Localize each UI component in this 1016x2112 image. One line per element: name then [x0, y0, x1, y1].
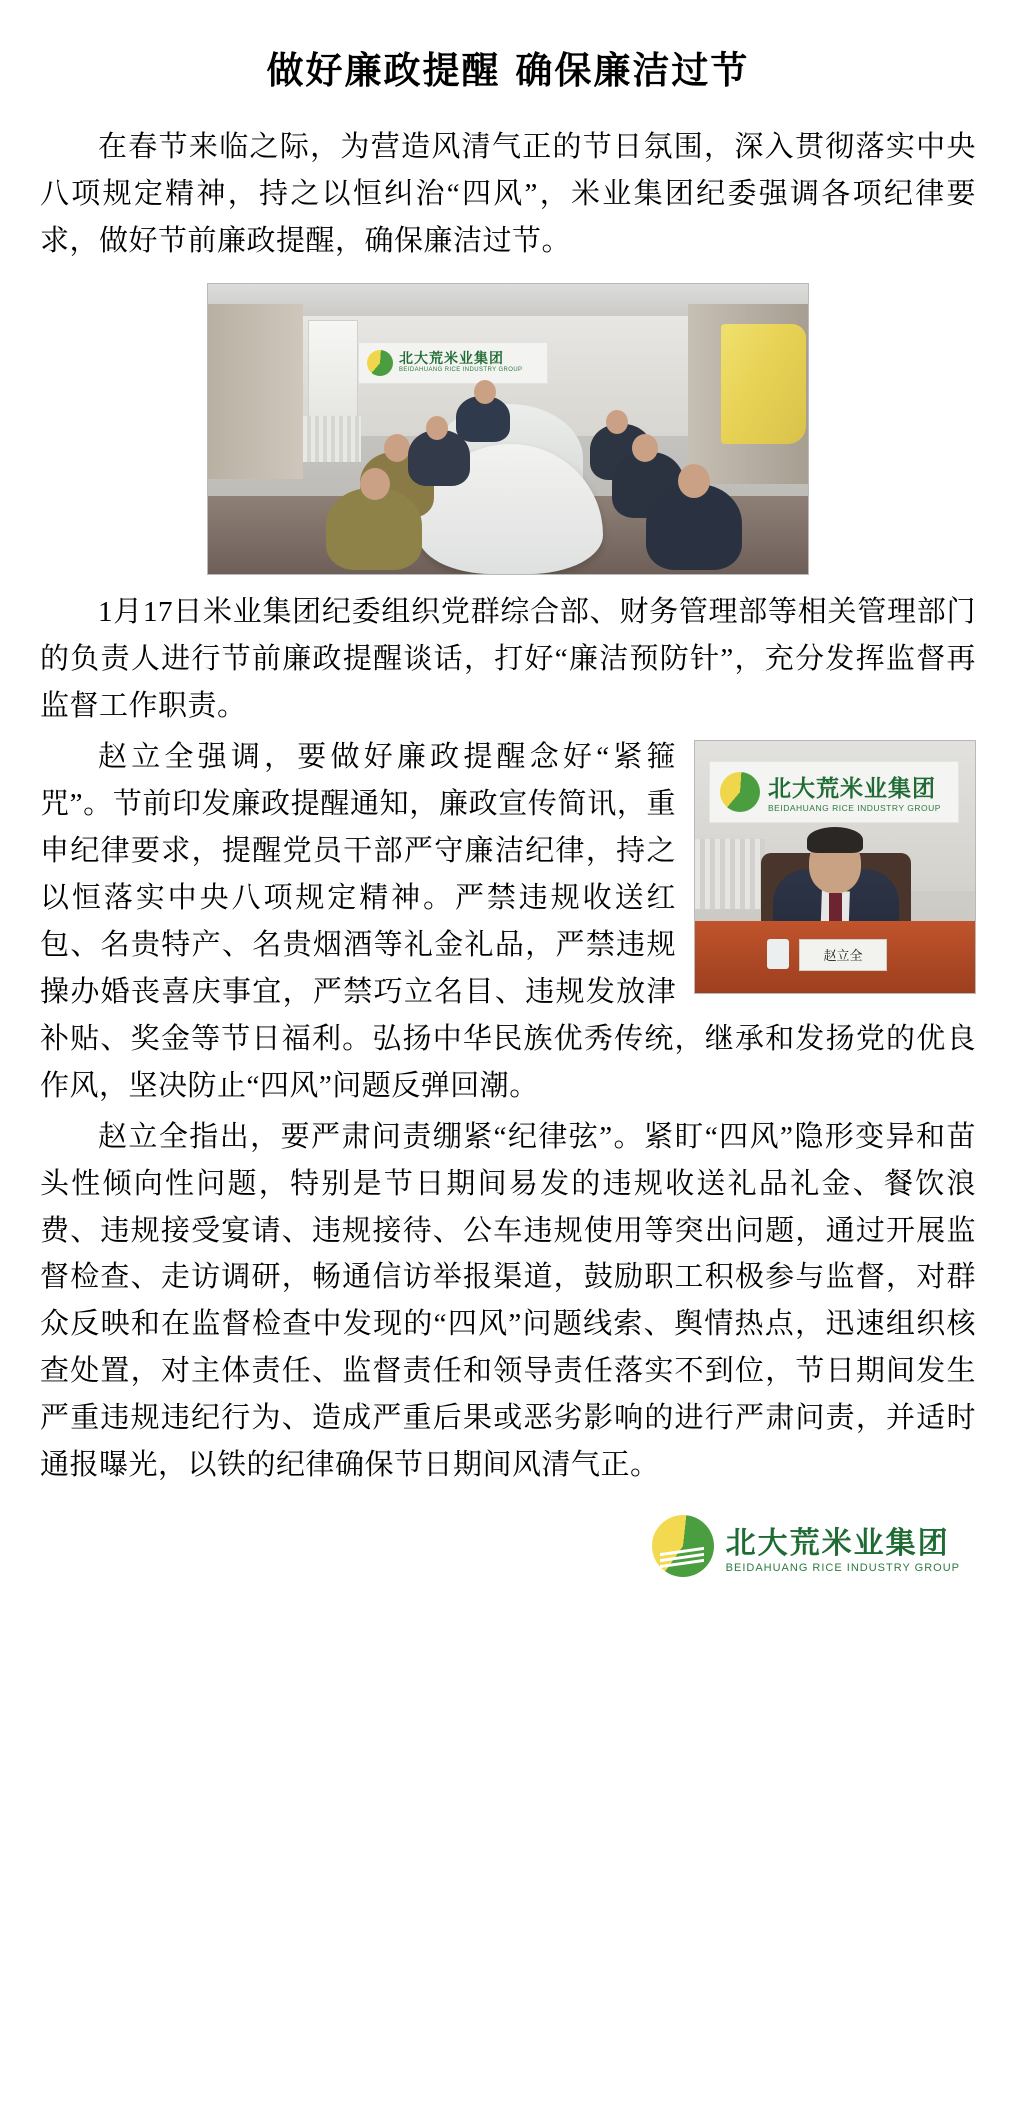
footer-logo [40, 1515, 976, 1577]
paragraph-4: 赵立全指出，要严肃问责绷紧“纪律弦”。紧盯“四风”隐形变异和苗头性倾向性问题，特别是节日期间易发的违规收送礼品礼金、餐饮浪费、违规接受宴请、违规接待、公车违规使用等突出问题，通过开展监督检查、走访调研，畅通信访举报渠道，鼓励职工积极参与监督，对群众反映和在监督检查中发现的“四风”问题线索、舆情热点，迅速组织核查处置，对主体责任、监督责任和领导责任落实不到位，节日期间发生严重违规违纪行为、造成严重后果或恶劣影响的进行严肃问责，并适时通报曝光，以铁的纪律确保节日期间风清气正。 [40, 1120, 976, 1482]
speaker-hair [807, 827, 863, 853]
portrait-photo [694, 740, 976, 994]
paragraph-1: 在春节来临之际，为营造风清气正的节日氛围，深入贯彻落实中央八项规定精神，持之以恒纠治“四风”，米业集团纪委强调各项纪律要求，做好节前廉政提醒，确保廉洁过节。 [40, 131, 976, 257]
wall-logo-board [358, 342, 548, 384]
person-head-7 [678, 464, 710, 498]
portrait-logo-name-cn: 北大荒米业集团 [768, 776, 936, 803]
water-cup [767, 939, 789, 969]
footer-logo-name-cn: 北大荒米业集团 [725, 1526, 950, 1562]
company-logo-icon [720, 772, 760, 812]
portrait-radiator [695, 839, 765, 909]
wall-logo-name-en: BEIDAHUANG RICE INDUSTRY GROUP [399, 367, 523, 374]
person-head-2 [384, 434, 410, 462]
person-head-1 [474, 380, 496, 404]
company-logo-icon [367, 350, 393, 376]
nameplate: 赵立全 [799, 939, 887, 971]
person-head-5 [606, 410, 628, 434]
wall-logo-name-cn: 北大荒米业集团 [399, 351, 504, 368]
window [308, 320, 358, 418]
yellow-curtain [721, 324, 806, 444]
person-left-2 [326, 488, 422, 570]
company-logo-icon [652, 1515, 714, 1577]
portrait-logo-name-en: BEIDAHUANG RICE INDUSTRY GROUP [768, 803, 941, 814]
page-title: 做好廉政提醒 确保廉洁过节 [266, 49, 750, 92]
meeting-photo-block [40, 283, 976, 575]
paragraph-2: 1月17日米业集团纪委组织党群综合部、财务管理部等相关管理部门的负责人进行节前廉政提醒谈话，打好“廉洁预防针”，充分发挥监督再监督工作职责。 [40, 595, 976, 722]
person-head-6 [632, 434, 658, 462]
portrait-logo-board [709, 761, 959, 823]
person-head-4 [426, 416, 448, 440]
radiator [303, 416, 361, 462]
person-head-3 [360, 468, 390, 500]
footer-logo-name-en: BEIDAHUANG RICE INDUSTRY GROUP [725, 1562, 960, 1575]
meeting-photo [207, 283, 809, 575]
left-wall [208, 304, 303, 479]
paragraph-3: 赵立全强调，要做好廉政提醒念好“紧箍咒”。节前印发廉政提醒通知，廉政宣传简讯，重申纪律要求，提醒党员干部严守廉洁纪律，持之以恒落实中央八项规定精神。严禁违规收送红包、名贵特产、名贵烟酒等礼金礼品，严禁违规操办婚丧喜庆事宜，严禁巧立名目、违规发放津补贴、奖金等节日福利。弘扬中华民族优秀传统，继承和发扬党的优良作风，坚决防止“四风”问题反弹回潮。 [40, 740, 976, 1102]
